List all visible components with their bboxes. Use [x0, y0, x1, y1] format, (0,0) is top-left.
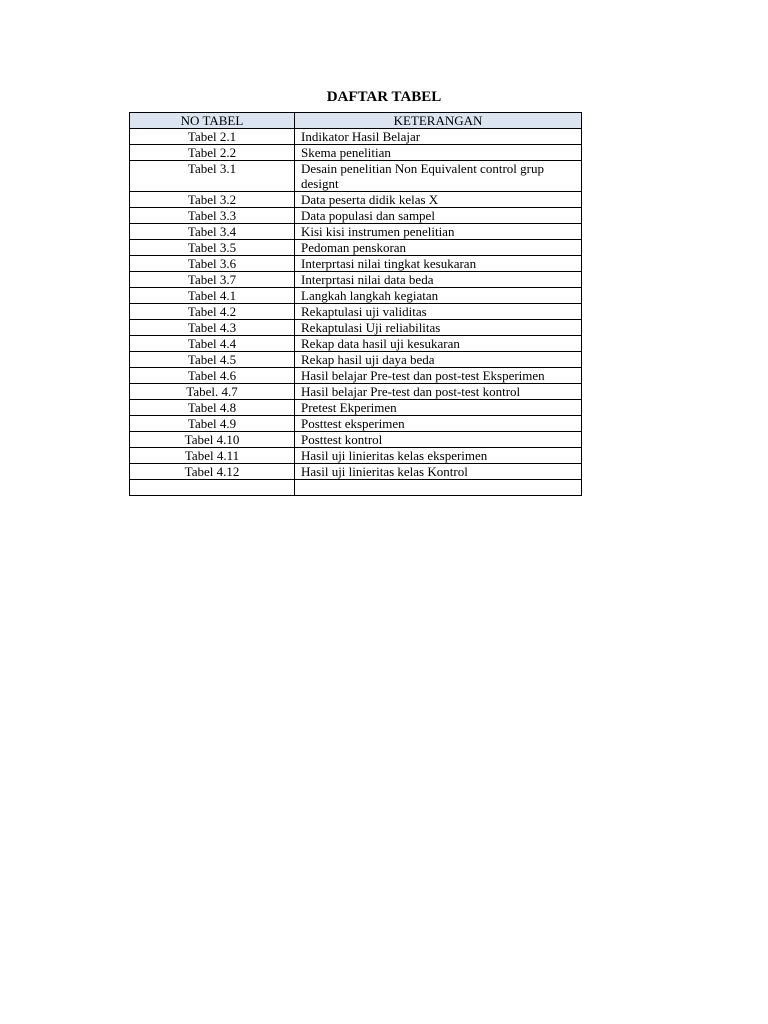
- table-number: Tabel 3.3: [130, 208, 295, 224]
- table-row: [130, 448, 582, 464]
- table-description: Data peserta didik kelas X: [295, 192, 582, 208]
- table-number: Tabel 4.12: [130, 464, 295, 480]
- table-description: Desain penelitian Non Equivalent control grup designt: [295, 161, 582, 192]
- table-row: [130, 256, 582, 272]
- table-number: Tabel 3.1: [130, 161, 295, 192]
- table-number: Tabel 4.1: [130, 288, 295, 304]
- table-number: Tabel 4.8: [130, 400, 295, 416]
- table-number: Tabel 4.6: [130, 368, 295, 384]
- table-description: Hasil uji linieritas kelas eksperimen: [295, 448, 582, 464]
- table-number: Tabel 3.7: [130, 272, 295, 288]
- table-description: Data populasi dan sampel: [295, 208, 582, 224]
- table-number: Tabel 3.4: [130, 224, 295, 240]
- table-number: [130, 480, 295, 496]
- table-row: [130, 432, 582, 448]
- table-row: [130, 384, 582, 400]
- table-description: Pedoman penskoran: [295, 240, 582, 256]
- table-row: [130, 336, 582, 352]
- table-number: Tabel 2.1: [130, 129, 295, 145]
- table-row: [130, 192, 582, 208]
- table-number: Tabel 4.10: [130, 432, 295, 448]
- table-description: Rekaptulasi Uji reliabilitas: [295, 320, 582, 336]
- table-number: Tabel 3.6: [130, 256, 295, 272]
- table-description: Rekap hasil uji daya beda: [295, 352, 582, 368]
- table-row: [130, 320, 582, 336]
- table-number: Tabel 4.3: [130, 320, 295, 336]
- table-number: Tabel 3.2: [130, 192, 295, 208]
- table-row: [130, 368, 582, 384]
- table-row: [130, 224, 582, 240]
- table-description: Rekap data hasil uji kesukaran: [295, 336, 582, 352]
- table-description: Skema penelitian: [295, 145, 582, 161]
- table-row: [130, 464, 582, 480]
- table-description: Hasil uji linieritas kelas Kontrol: [295, 464, 582, 480]
- table-description: Kisi kisi instrumen penelitian: [295, 224, 582, 240]
- table-description: Rekaptulasi uji validitas: [295, 304, 582, 320]
- table-row: [130, 416, 582, 432]
- table-row: [130, 352, 582, 368]
- table-description: Interprtasi nilai data beda: [295, 272, 582, 288]
- table-number: Tabel 4.9: [130, 416, 295, 432]
- table-description: Hasil belajar Pre-test dan post-test Eksperimen: [295, 368, 582, 384]
- table-row: [130, 288, 582, 304]
- table-row: [130, 145, 582, 161]
- table-row: [130, 129, 582, 145]
- table-header-row: [130, 113, 582, 129]
- table-row: [130, 304, 582, 320]
- table-row: [130, 240, 582, 256]
- page-title: DAFTAR TABEL: [326, 89, 442, 105]
- table-number: Tabel 4.4: [130, 336, 295, 352]
- table-description: Interprtasi nilai tingkat kesukaran: [295, 256, 582, 272]
- table-list: [129, 112, 582, 496]
- table-row: [130, 208, 582, 224]
- table-description: Posttest eksperimen: [295, 416, 582, 432]
- table-description: Posttest kontrol: [295, 432, 582, 448]
- table-number: Tabel 4.5: [130, 352, 295, 368]
- table-description: Langkah langkah kegiatan: [295, 288, 582, 304]
- table-number: Tabel 3.5: [130, 240, 295, 256]
- table-row: [130, 161, 582, 192]
- table-row-empty: [130, 480, 582, 496]
- header-keterangan: KETERANGAN: [295, 113, 582, 129]
- table-row: [130, 272, 582, 288]
- header-no-tabel: NO TABEL: [130, 113, 295, 129]
- table-row: [130, 400, 582, 416]
- table-number: Tabel 4.11: [130, 448, 295, 464]
- table-number: Tabel 4.2: [130, 304, 295, 320]
- table-number: Tabel 2.2: [130, 145, 295, 161]
- table-description: Hasil belajar Pre-test dan post-test kontrol: [295, 384, 582, 400]
- table-description: [295, 480, 582, 496]
- table-description: Pretest Ekperimen: [295, 400, 582, 416]
- table-description: Indikator Hasil Belajar: [295, 129, 582, 145]
- table-number: Tabel. 4.7: [130, 384, 295, 400]
